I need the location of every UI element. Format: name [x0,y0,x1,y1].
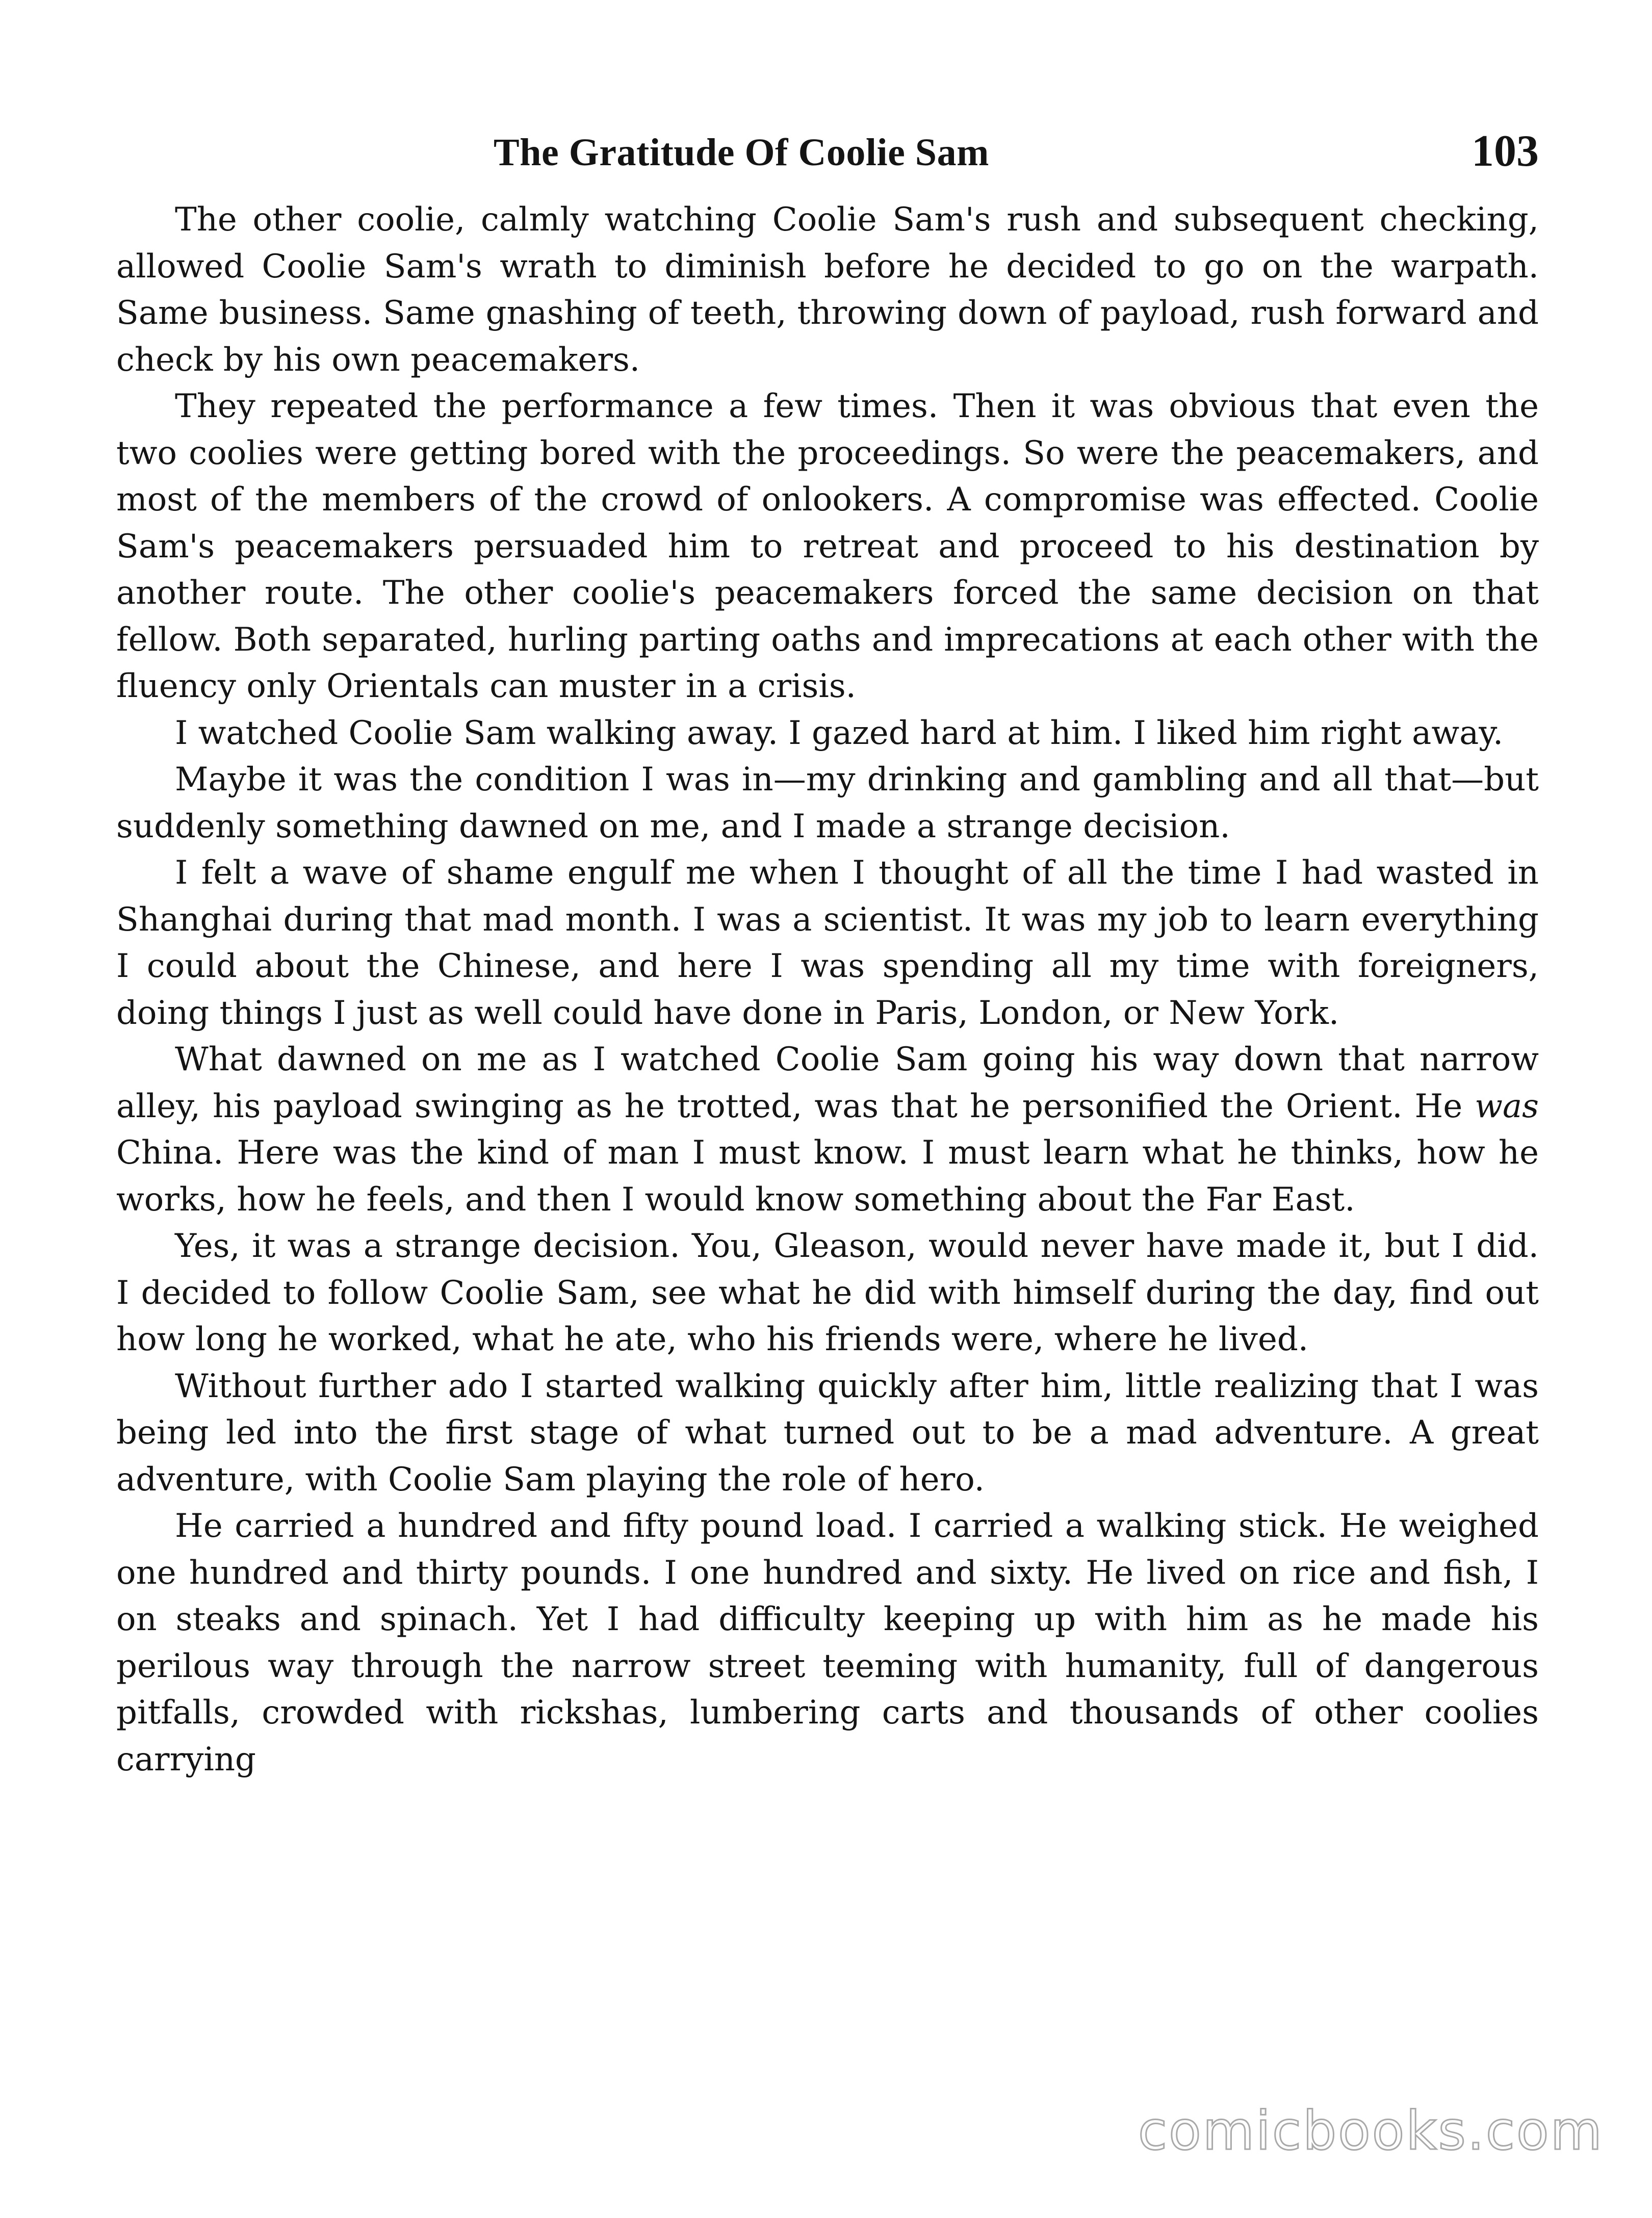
paragraph-1: The other coolie, calmly watching Coolie Sam's rush and subsequent checking, allowed Coolie Sam's wrath to diminish before he decided to go on the warpath. Same business. Same gnashing of teeth, throwing down of payload, rush forward and check by his own peacemakers. [116,201,1539,379]
paragraph-6-text-after: China. Here was the kind of man I must know. I must learn what he thinks, how he works, how he feels, and then I would know something about the Far East. [116,1134,1539,1219]
chapter-title: The Gratitude Of Coolie Sam [494,131,989,174]
page-number: 103 [1472,126,1539,176]
paragraph-8: Without further ado I started walking quickly after him, little realizing that I was being led into the first stage of what turned out to be a mad adventure. A great adventure, with Coolie Sam playing the role of hero. [116,1367,1539,1499]
paragraph-7: Yes, it was a strange decision. You, Gleason, would never have made it, but I did. I decided to follow Coolie Sam, see what he did with himself during the day, find out how long he worked, what he ate, who his friends were, where he lived. [116,1227,1539,1358]
paragraph-4: Maybe it was the condition I was in—my drinking and gambling and all that—but suddenly something dawned on me, and I made a strange decision. [116,761,1539,845]
body-text [116,197,1539,1783]
site-watermark: comicbooks.com [1138,2100,1604,2162]
paragraph-2: They repeated the performance a few times. Then it was obvious that even the two coolies were getting bored with the proceedings. So were the peacemakers, and most of the members of the crowd of onlookers. A compromise was effected. Coolie Sam's peacemakers persuaded him to retreat and proceed to his destination by another route. The other coolie's peacemakers forced the same decision on that fellow. Both separated, hurling parting oaths and imprecations at each other with the fluency only Orientals can muster in a crisis. [116,388,1539,705]
paragraph-6 [116,1037,1539,1223]
book-page [116,121,1539,1783]
paragraph-6-text-before: What dawned on me as I watched Coolie Sam going his way down that narrow alley, his payload swinging as he trotted, was that he personified the Orient. He [116,1041,1539,1125]
paragraph-9: He carried a hundred and fifty pound load. I carried a walking stick. He weighed one hundred and thirty pounds. I one hundred and sixty. He lived on rice and fish, I on steaks and spinach. Yet I had difficulty keeping up with him as he made his perilous way through the narrow street teeming with humanity, full of dangerous pitfalls, crowded with rickshas, lumbering carts and thousands of other coolies carrying [116,1507,1539,1778]
emphasis-was: was [1475,1087,1539,1125]
paragraph-5: I felt a wave of shame engulf me when I thought of all the time I had wasted in Shanghai during that mad month. I was a scientist. It was my job to learn everything I could about the Chinese, and here I was spending all my time with foreigners, doing things I just as well could have done in Paris, London, or New York. [116,854,1539,1032]
running-head [116,121,1539,183]
paragraph-3: I watched Coolie Sam walking away. I gazed hard at him. I liked him right away. [175,714,1504,752]
